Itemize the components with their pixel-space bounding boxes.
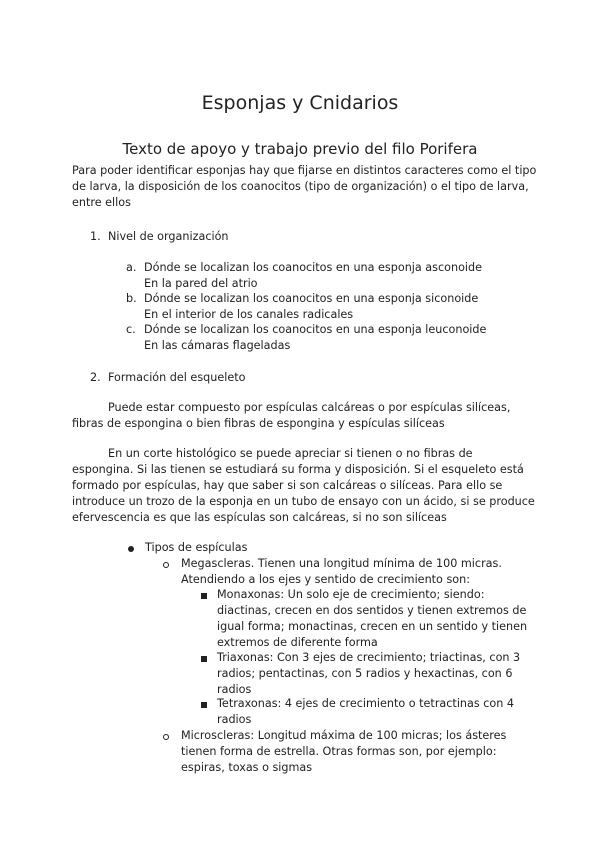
item-c-answer: En las cámaras flageladas bbox=[144, 339, 291, 352]
intro-line: entre ellos bbox=[72, 196, 131, 209]
item-c bbox=[144, 322, 486, 354]
page-title: Esponjas y Cnidarios bbox=[201, 92, 399, 114]
monaxonas-line: Monaxonas: Un solo eje de crecimiento; siendo: bbox=[217, 588, 485, 601]
section-2-number: 2. bbox=[90, 371, 101, 384]
section-1-heading: Nivel de organización bbox=[108, 230, 229, 243]
microscleras-line: espiras, toxas o sigmas bbox=[181, 761, 313, 774]
monaxonas-line: diactinas, crecen en dos sentidos y tienen extremos de bbox=[217, 604, 527, 617]
bullet-square-icon bbox=[201, 593, 207, 599]
bullet-square-icon bbox=[201, 656, 207, 662]
megascleras-text bbox=[181, 556, 502, 588]
triaxonas-line: Triaxonas: Con 3 ejes de crecimiento; triactinas, con 3 bbox=[217, 651, 521, 664]
monaxonas-line: igual forma; monactinas, crecen en un sentido y tienen bbox=[217, 620, 528, 633]
bullet-disc-icon bbox=[128, 546, 134, 552]
item-a-question: Dónde se localizan los coanocitos en una esponja asconoide bbox=[144, 261, 483, 274]
skeleton-paragraph-1 bbox=[72, 400, 510, 432]
item-b-question: Dónde se localizan los coanocitos en una esponja siconoide bbox=[144, 292, 479, 305]
triaxonas-line: radios; pentactinas, con 5 radios y hexactinas, con 6 bbox=[217, 667, 513, 680]
item-a bbox=[144, 260, 482, 292]
microscleras-line: tienen forma de estrella. Otras formas son, por ejemplo: bbox=[181, 745, 497, 758]
microscleras-line: Microscleras: Longitud máxima de 100 micras; los ásteres bbox=[181, 729, 507, 742]
section-1-number: 1. bbox=[90, 230, 101, 243]
intro-paragraph bbox=[72, 163, 536, 211]
triaxonas-line: radios bbox=[217, 683, 252, 696]
monaxonas-text bbox=[217, 587, 527, 651]
page-subtitle: Texto de apoyo y trabajo previo del filo Porifera bbox=[122, 140, 478, 158]
paragraph-line: efervescencia es que las espículas son calcáreas, si no son silíceas bbox=[72, 511, 447, 524]
paragraph-line: espongina. Si las tienen se estudiará su forma y disposición. Si el esqueleto está bbox=[72, 463, 524, 476]
item-a-answer: En la pared del atrio bbox=[144, 277, 258, 290]
item-b bbox=[144, 291, 478, 323]
intro-line: de larva, la disposición de los coanocitos (tipo de organización) o el tipo de larva, bbox=[72, 180, 529, 193]
section-2-heading: Formación del esqueleto bbox=[108, 371, 246, 384]
tetraxonas-line: radios bbox=[217, 713, 252, 726]
skeleton-paragraph-2 bbox=[72, 446, 535, 526]
triaxonas-text bbox=[217, 650, 520, 698]
paragraph-line: formado por espículas, hay que saber si son calcáreas o silíceas. Para ello se bbox=[72, 479, 503, 492]
tetraxonas-text bbox=[217, 696, 514, 728]
paragraph-line: En un corte histológico se puede apreciar si tienen o no fibras de bbox=[108, 447, 473, 460]
bullet-square-icon bbox=[201, 702, 207, 708]
monaxonas-line: extremos de diferente forma bbox=[217, 636, 378, 649]
item-b-letter: b. bbox=[126, 292, 137, 305]
bullet-circle-icon bbox=[163, 562, 169, 568]
tetraxonas-line: Tetraxonas: 4 ejes de crecimiento o tetractinas con 4 bbox=[217, 697, 515, 710]
paragraph-line: introduce un trozo de la esponja en un tubo de ensayo con un ácido, si se produce bbox=[72, 495, 535, 508]
intro-line: Para poder identificar esponjas hay que fijarse en distintos caracteres como el tipo bbox=[72, 164, 537, 177]
paragraph-line: Puede estar compuesto por espículas calcáreas o por espículas silíceas, bbox=[108, 401, 511, 414]
bullet-circle-icon bbox=[163, 734, 169, 740]
item-c-letter: c. bbox=[126, 323, 136, 336]
item-a-letter: a. bbox=[126, 261, 137, 274]
megascleras-line: Megascleras. Tienen una longitud mínima de 100 micras. bbox=[181, 557, 502, 570]
megascleras-line: Atendiendo a los ejes y sentido de crecimiento son: bbox=[181, 573, 470, 586]
item-c-question: Dónde se localizan los coanocitos en una esponja leuconoide bbox=[144, 323, 487, 336]
microscleras-text bbox=[181, 728, 506, 776]
paragraph-line: fibras de espongina o bien fibras de espongina y espículas silíceas bbox=[72, 417, 445, 430]
item-b-answer: En el interior de los canales radicales bbox=[144, 308, 354, 321]
spicule-types-heading: Tipos de espículas bbox=[145, 541, 248, 554]
